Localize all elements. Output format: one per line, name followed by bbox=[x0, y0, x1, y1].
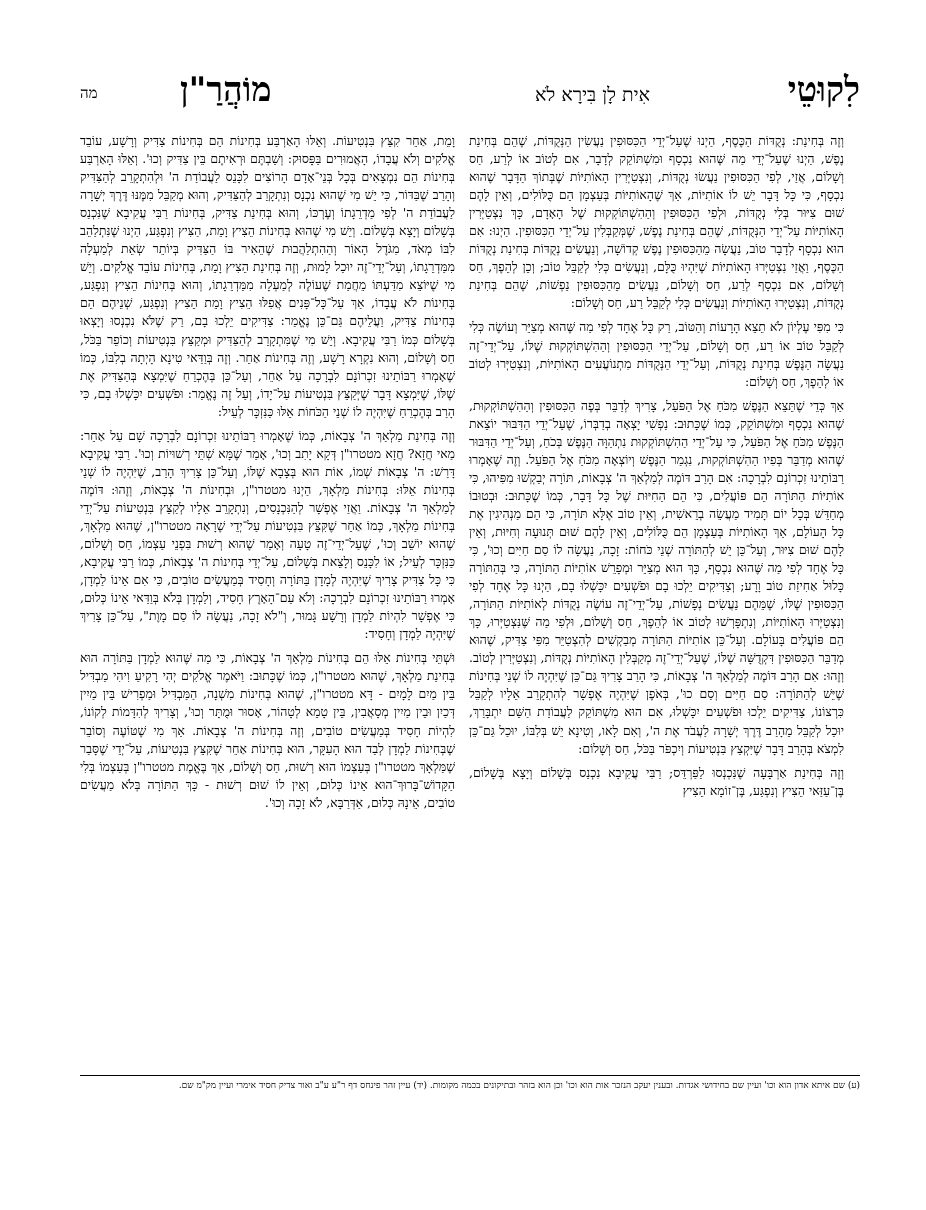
book-title-left: מוֹהֲרַ"ן bbox=[180, 70, 272, 110]
right-text-column bbox=[469, 132, 844, 1062]
paragraph: וָמֵת, אַחֵר קִצֵּץ בִּנְטִיעוֹת. וְאֵלּוּ הָאַרְבַּע בְּחִינוֹת הֵם בְּחִינוֹת צַדִּיק וְרָשָׁע, עוֹבֵד אֱלֹקִים וְלֹא עֲבָדוֹ, הָאֲמוּרִים בַּפָּסוּק: וְשַׁבְתֶּם וּרְאִיתֶם בֵּין צַדִּיק וְכוּ'. וְאֵלּוּ הָאַרְבַּע בְּחִינוֹת הֵם נִמְצָאִים בְּכָל בְּנֵי־אָדָם הָרוֹצִים לִכָּנֵס לַעֲבוֹדַת ה' וּלְהִתְקָרֵב לְהַצַּדִּיק וְהָרַב שֶׁבַּדּוֹר, כִּי יֵשׁ מִי שֶׁהוּא נִכְנָס וְנִתְקָרֵב לְהַצַּדִּיק, וְהוּא מְקַבֵּל מִמֶּנּוּ דֶּרֶךְ יְשָׁרָה לַעֲבוֹדַת ה' לְפִי מַדְרֵגָתוֹ וְעֶרְכּוֹ, וְהוּא בְּחִינַת צַדִּיק, בְּחִינוֹת רַבִּי עֲקִיבָא שֶׁנִּכְנַס בְּשָׁלוֹם וְיָצָא בְּשָׁלוֹם. וְיֵשׁ מִי שֶׁהוּא בְּחִינוֹת הֵצִיץ וָמֵת, הַצִּיץ וְנִפְגַּע, הַיְנוּ שֶׁנִּתְלַהֵב לִבּוֹ מְאֹד, מִגֹּדֶל הָאוֹר וְהַהִתְלַהֲבוּת שֶׁהֵאִיר בּוֹ הַצַּדִּיק בְּיוֹתֵר שְׂאֵת לְמַעְלָה מִמַּדְרֵגָתוֹ, וְעַל־יְדֵי־זֶה יוּכַל לָמוּת, וְזֶה בְּחִינַת הֵצִיץ וָמֵת, בְּחִינוֹת עוֹבֵד אֱלֹקִים. וְיֵשׁ מִי שֶׁיּוֹצֵא מִדַּעְתּוֹ מֵחֲמַת שֶׁעוֹלֶה לְמַעְלָה מִמַּדְרֵגָתוֹ, וְהוּא בְּחִינוֹת הֵצִיץ וְנִפְגַּע, בְּחִינוֹת לֹא עֲבָדוֹ, אַךְ עַל־כָּל־פָּנִים אֲפִלּוּ הֵצִיץ וָמֵת הֵצִיץ וְנִפְגַּע, שְׁנֵיהֶם הֵם בְּחִינוֹת צַדִּיק, וַעֲלֵיהֶם גַּם־כֵּן נֶאֱמַר: צַדִּיקִים יֵלְכוּ בָם, רַק שֶׁלֹּא נִכְנְסוּ וְיָצְאוּ בְּשָׁלוֹם כְּמוֹ רַבִּי עֲקִיבָא. וְיֵשׁ מִי שֶׁמִּתְקָרֵב לְהַצַּדִּיק וּמְקַצֵּץ בִּנְטִיעוֹת וְכוֹפֵר בַּכֹּל, חַס וְשָׁלוֹם, וְהוּא נִקְרָא רָשָׁע, וְזֶה בְּחִינוֹת אַחֵר. וְזֶה בְּוַדַּאי טִינָא הָיְתָה בְלִבּוֹ, כְּמוֹ שֶׁאָמְרוּ רַבּוֹתֵינוּ זִכְרוֹנָם לִבְרָכָה עַל אַחֵר, וְעַל־כֵּן בְּהֶכְרֵחַ שֶׁיִּמְצָא בְּהַצַּדִּיק אֶת שֶׁלּוֹ, שֶׁיִּמְצָא דָּבָר שֶׁיְּקַצֵּץ בִּנְטִיעוֹת עַל־יָדוֹ, וְעַל זֶה נֶאֱמַר: וּפֹשְׁעִים יִכָּשְׁלוּ בָם, כִּי הָרַב בְּהֶכְרֵחַ שֶׁיִּהְיֶה לוֹ שְׁנֵי הַכֹּחוֹת אֵלּוּ כַּנִּזְכָּר לְעֵיל: bbox=[80, 133, 455, 419]
paragraph: וּשְׁתֵּי בְּחִינוֹת אֵלּוּ הֵם בְּחִינוֹת מַלְאַךְ ה' צְבָאוֹת, כִּי מַה שֶּׁהוּא לַמְדָן בַּתּוֹרָה הוּא בְּחִינַת מַלְאָךְ, שֶׁהוּא מטטרו"ן, כְּמוֹ שֶׁכָּתוּב: וַיֹּאמֶר אֱלֹקִים יְהִי רָקִיעַ וִיהִי מַבְדִּיל בֵּין מַיִם לָמָיִם - דָּא מטטרו"ן, שֶׁהוּא בְּחִינוֹת מִשְׁנָה, הַמַּבְדִּיל וּמַפְרִישׁ בֵּין מַיִין דְּכַיִן וּבֵין מַיִין מְסָאֲבִין, בֵּין טָמֵא לְטָהוֹר, אָסוּר וּמֻתָּר וְכוּ', וְצָרִיךְ לְהִדָּמוֹת לְקוֹנוֹ, לִהְיוֹת חָסִיד בְּמַעֲשִׂים טוֹבִים, וְזֶה בְּחִינוֹת ה' צְבָאוֹת. אַךְ מִי שֶׁטּוֹעֶה וְסוֹבֵר שֶׁבְּחִינוֹת לַמְדָן לְבַד הוּא הָעִקָּר, הוּא בְּחִינוֹת אַחֵר שֶׁקִּצֵּץ בִּנְטִיעוֹת, עַל־יְדֵי שֶׁסָּבַר שֶׁמַּלְאָךְ מטטרו"ן בְּעַצְמוֹ הוּא רְשׁוּת, חַס וְשָׁלוֹם, אַךְ בֶּאֱמֶת מטטרו"ן בְּעַצְמוֹ בְּלִי הַקָּדוֹשׁ־בָּרוּךְ־הוּא אֵינוֹ כְּלוּם, וְאֵין לוֹ שׁוּם רְשׁוּת - כָּךְ הַתּוֹרָה בְּלֹא מַעֲשִׂים טוֹבִים, אֵינָהּ כְּלוּם, אַדְּרַבָּא, לֹא זָכָה וְכוּ'. bbox=[80, 650, 455, 810]
page-header bbox=[80, 70, 860, 120]
section-subtitle: אִית לָן בִּירָא לֹא bbox=[535, 84, 650, 106]
page-number: מה bbox=[80, 84, 98, 102]
footnote: (ע) שם איתא אדון הוא וכו' ועיין שם בחידושי אגדות. ובענין יעקב הנזכר אות הוא וכו' וכן הוא בזהר ובתיקונים בכמה מקומות. (יד) עיין זהר פינחס דף ר"ע ע"ב ואור צדיק חסיד אימרי ועיין מק"מ שם. bbox=[80, 1075, 860, 1100]
paragraph: וְזֶה בְּחִינַת מַלְאַךְ ה' צְבָאוֹת, כְּמוֹ שֶׁאָמְרוּ רַבּוֹתֵינוּ זִכְרוֹנָם לִבְרָכָה שָׁם עַל אַחֵר: מַאי חֲזָא? חֲזָא מטטרו"ן דְּקָא יָתִב וְכוּ', אָמַר שֶׁמָּא שְׁתֵּי רְשׁוּיוֹת וְכוּ'. רַבִּי עֲקִיבָא דָּרַשׁ: ה' צְבָאוֹת שְׁמוֹ, אוֹת הוּא בְּצָבָא שֶׁלּוֹ, וְעַל־כֵּן צָרִיךְ הָרַב, שֶׁיִּהְיֶה לוֹ שְׁנֵי בְּחִינוֹת אֵלּוּ: בְּחִינוֹת מַלְאָךְ, הַיְנוּ מטטרו"ן, וּבְחִינוֹת ה' צְבָאוֹת, וְזֶהוּ: דּוֹמֶה לְמַלְאַךְ ה' צְבָאוֹת. וַאֲזַי אֶפְשָׁר לְהַנִּכְנָסִים, וְנִתְקָרֵב אֵלָיו לְקַצֵּץ בִּנְטִיעוֹת עַל־יְדֵי בְּחִינוֹת מַלְאָךְ, כְּמוֹ אַחֵר שֶׁקִּצֵּץ בִּנְטִיעוֹת עַל־יְדֵי שֶׁרָאָה מטטרו"ן, שֶׁהוּא מַלְאָךְ, שֶׁהוּא יוֹשֵׁב וְכוּ', שֶׁעַל־יְדֵי־זֶה טָעָה וְאָמַר שֶׁהוּא רְשׁוּת בִּפְנֵי עַצְמוֹ, חַס וְשָׁלוֹם, כַּנִּזְכָּר לְעֵיל; אוֹ לִכָּנֵס וְלָצֵאת בְּשָׁלוֹם, עַל־יְדֵי בְּחִינוֹת ה' צְבָאוֹת, כְּמוֹ רַבִּי עֲקִיבָא, כִּי כָּל צַדִּיק צָרִיךְ שֶׁיִּהְיֶה לְמָדָן בַּתּוֹרָה וְחָסִיד בְּמַעֲשִׂים טוֹבִים, כִּי אִם אֵינוֹ לַמְדָן, אָמְרוּ רַבּוֹתֵינוּ זִכְרוֹנָם לִבְרָכָה: וְלֹא עַם־הָאָרֶץ חָסִיד, וְלַמְדָן בְּלֹא בְּוַדַּאי אֵינוֹ כְּלוּם, כִּי אֶפְשָׁר לִהְיוֹת לַמְדָן וְרָשָׁע גָּמוּר, וְ"לֹא זָכָה, נַעֲשָׂה לוֹ סַם מָוֶת", עַל־כֵּן צָרִיךְ שֶׁיִּהְיֶה לַמְדָן וְחָסִיד: bbox=[80, 427, 455, 642]
paragraph: וְזֶה בְּחִינַת אַרְבָּעָה שֶׁנִּכְנְסוּ לַפַּרְדֵּס; רַבִּי עֲקִיבָא נִכְנַס בְּשָׁלוֹם וְיָצָא בְּשָׁלוֹם, בֶּן־עַזַּאי הֵצִיץ וְנִפְגַּע, בֶּן־זוֹמָא הֵצִיץ bbox=[469, 764, 844, 798]
paragraph: כִּי מִפִּי עֶלְיוֹן לֹא תֵצֵא הָרָעוֹת וְהַטּוֹב, רַק כָּל אֶחָד לְפִי מַה שֶּׁהוּא מְצַיֵּר וְעוֹשֶׂה כְּלִי לְקַבֵּל טוֹב אוֹ רַע, חַס וְשָׁלוֹם, עַל־יְדֵי הַכִּסּוּפִין וְהַהִשְׁתּוֹקְקוּת שֶׁלּוֹ, עַל־יְדֵי־זֶה נַעֲשָׂה הַנֶּפֶשׁ בְּחִינַת נְקֻדּוֹת, וְעַל־יְדֵי הַנְּקֻדּוֹת מִתְנוֹעֲעִים הָאוֹתִיּוֹת, וְנִצְטַיְּרוּ לְטוֹב אוֹ לְהֵפֶךְ, חַס וְשָׁלוֹם: bbox=[469, 319, 844, 389]
paragraph: אַךְ כְּדֵי שֶׁתֵּצֵא הַנֶּפֶשׁ מִכֹּחַ אֶל הַפֹּעַל, צָרִיךְ לְדַבֵּר בְּפֶה הַכִּסּוּפִין וְהַהִשְׁתּוֹקְקוּת, שֶׁהוּא נִכְסָף וּמִשְׁתּוֹקֵק, כְּמוֹ שֶׁכָּתוּב: נַפְשִׁי יָצְאָה בְדַבְּרוֹ, שֶׁעַל־יְדֵי הַדִּבּוּר יוֹצֵאת הַנֶּפֶשׁ מִכֹּחַ אֶל הַפֹּעַל, כִּי עַל־יְדֵי הַהִשְׁתּוֹקְקוּת נִתְהַוָּה הַנֶּפֶשׁ בְּכֹחַ, וְעַל־יְדֵי הַדִּבּוּר שֶׁהוּא מְדַבֵּר בְּפִיו הַהִשְׁתּוֹקְקוּת, נִגְמַר הַנֶּפֶשׁ וְיוֹצְאָה מִכֹּחַ אֶל הַפֹּעַל. וְזֶה שֶׁאָמְרוּ רַבּוֹתֵינוּ זִכְרוֹנָם לִבְרָכָה: אִם הָרַב דּוֹמֶה לְמַלְאַךְ ה' צְבָאוֹת, תּוֹרָה יְבַקְשׁוּ מִפִּיהוּ, כִּי אוֹתִיּוֹת הַתּוֹרָה הֵם פּוֹעֲלִים, כִּי הֵם הַחִיּוּת שֶׁל כָּל דָּבָר, כְּמוֹ שֶׁכָּתוּב: וּבְטוּבוֹ מְחַדֵּשׁ בְּכָל יוֹם תָּמִיד מַעֲשֵׂה בְרֵאשִׁית, וְאֵין טוֹב אֶלָּא תּוֹרָה, כִּי הֵם מַנְהִיגִין אֶת כָּל הָעוֹלָם, אַךְ הָאוֹתִיּוֹת בְּעַצְמָן הֵם כֻּלּוֹלִים, וְאֵין לָהֶם שׁוּם תְּנוּעָה וְחִיּוּת, וְאֵין לָהֶם שׁוּם צִיּוּר, וְעַל־כֵּן יֵשׁ לְהַתּוֹרָה שְׁנֵי כֹּחוֹת: זָכָה, נַעֲשָׂה לוֹ סַם חַיִּים וְכוּ', כִּי כָּל אֶחָד לְפִי מַה שֶּׁהוּא נִכְסָף, כָּךְ הוּא מְצַיֵּר וּמְפָרֵשׁ אוֹתִיּוֹת הַתּוֹרָה, כִּי בְּהַתּוֹרָה כָּלוּל אַחִיזַת טוֹב וָרָע; וְצַדִּיקִים יֵלְכוּ בָם וּפֹשְׁעִים יִכָּשְׁלוּ בָם, הַיְנוּ כָּל אֶחָד לְפִי הַכִּסּוּפִין שֶׁלּוֹ, שֶׁמֵּהֶם נַעֲשִׂים נְפָשׁוֹת, עַל־יְדֵי־זֶה עוֹשֶׂה נְקֻדּוֹת לְאוֹתִיּוֹת הַתּוֹרָה, וְנִצְטַיְּרוּ הָאוֹתִיּוֹת, וְנִתְפָּרְשׁוּ לְטוֹב אוֹ לְהֵפֶךְ, חַס וְשָׁלוֹם, וּלְפִי מַה שֶּׁנִּצְטַיְּרוּ, כָּךְ הֵם פּוֹעֲלִים בָּעוֹלָם. וְעַל־כֵּן אוֹתִיּוֹת הַתּוֹרָה מְבַקְשִׁים לְהִצְטַיֵּר מִפִּי צַדִּיק, שֶׁהוּא מְדַבֵּר הַכִּסּוּפִין דִּקְדֻשָּׁה שֶׁלּוֹ, שֶׁעַל־יְדֵי־זֶה מְקַבְּלִין הָאוֹתִיּוֹת נְקֻדּוֹת, וְנִצְטַיְּרִין לְטוֹב. וְזֶהוּ: אִם הָרַב דּוֹמֶה לְמַלְאַךְ ה' צְבָאוֹת, כִּי הָרַב צָרִיךְ גַּם־כֵּן שֶׁיִּהְיֶה לוֹ שְׁנֵי בְּחִינוֹת שֶׁיֵּשׁ לְהַתּוֹרָה: סַם חַיִּים וְסַם כוּ', בְּאֹפֶן שֶׁיִּהְיֶה אֶפְשָׁר לְהִתְקָרֵב אֵלָיו לְקַבֵּל כִּרְצוֹנוֹ, צַדִּיקִים יֵלְכוּ וּפֹשְׁעִים יִכָּשְׁלוּ, אִם הוּא מִשְׁתּוֹקֵק לַעֲבוֹדַת הַשֵּׁם יִתְבָּרַךְ, יוּכַל לְקַבֵּל מֵהָרַב דֶּרֶךְ יְשָׁרָה לַעֲבֹד אֶת ה', וְאִם לָאו, וְטִינָא יֵשׁ בְּלִבּוֹ, יוּכַל גַּם־כֵּן לִמְצֹא בְּהָרַב דָּבָר שֶׁיִּקְצַץ בִּנְטִיעוֹת וְיִכְפֹּר בַּכֹּל, חַס וְשָׁלוֹם: bbox=[469, 397, 844, 756]
left-text-column bbox=[80, 132, 455, 1062]
book-title-right: לִקוּטֵי bbox=[787, 70, 860, 110]
paragraph: וְזֶה בְּחִינַת: נְקֻדּוֹת הַכֶּסֶף, הַיְנוּ שֶׁעַל־יְדֵי הַכִּסּוּפִין נַעֲשִׂין הַנְּקֻדּוֹת, שֶׁהֵם בְּחִינַת נֶפֶשׁ, הַיְנוּ שֶׁעַל־יְדֵי מַה שֶּׁהוּא נִכְסָף וּמִשְׁתּוֹקֵק לְדָבָר, אִם לְטוֹב אוֹ לְרַע, חַס וְשָׁלוֹם, אֲזַי, לְפִי הַכִּסּוּפִין נַעֲשׂוּ נְקֻדּוֹת, וְנִצְטַיְּרִין הָאוֹתִיּוֹת שֶׁבְּתוֹךְ הַדָּבָר שֶׁהוּא נִכְסָף, כִּי כָּל דָּבָר יֵשׁ לוֹ אוֹתִיּוֹת, אַךְ שֶׁהָאוֹתִיּוֹת בְּעַצְמָן הֵם כֻּלּוֹלִים, וְאֵין לָהֶם שׁוּם צִיּוּר בְּלִי נְקֻדּוֹת, וּלְפִי הַכִּסּוּפִין וְהַהִשְׁתּוֹקְקוּת שֶׁל הָאָדָם, כָּךְ נִצְטַיְּרִין הָאוֹתִיּוֹת עַל־יְדֵי הַנְּקֻדּוֹת, שֶׁהֵם בְּחִינַת נֶפֶשׁ, שֶׁמְּקַבְּלִין עַל־יְדֵי הַכִּסּוּפִין. הַיְנוּ: אִם הוּא נִכְסָף לְדָבָר טוֹב, נַעֲשָׂה מֵהַכִּסּוּפִין נֶפֶשׁ קְדוֹשָׁה, וְנַעֲשִׂים נְקֻדּוֹת בְּחִינַת נְקֻדּוֹת הַכֶּסֶף, וַאֲזַי נִצְטַיְּרוּ הָאוֹתִיּוֹת שֶׁיִּהְיוּ כֻּלָּם, וְנַעֲשִׂים כְּלִי לְקַבֵּל טוֹב; וְכֵן לְהֵפֶךְ, חַס וְשָׁלוֹם, אִם נִכְסָף לְרַע, חַס וְשָׁלוֹם, נַעֲשִׂים מֵהַכִּסּוּפִין נַפְשׁוֹת, שֶׁהֵם בְּחִינַת נְקֻדּוֹת, וְנִצְטַיְּרוּ הָאוֹתִיּוֹת וְנַעֲשִׂים כְּלִי לְקַבֵּל רַע, חַס וְשָׁלוֹם: bbox=[469, 133, 844, 311]
